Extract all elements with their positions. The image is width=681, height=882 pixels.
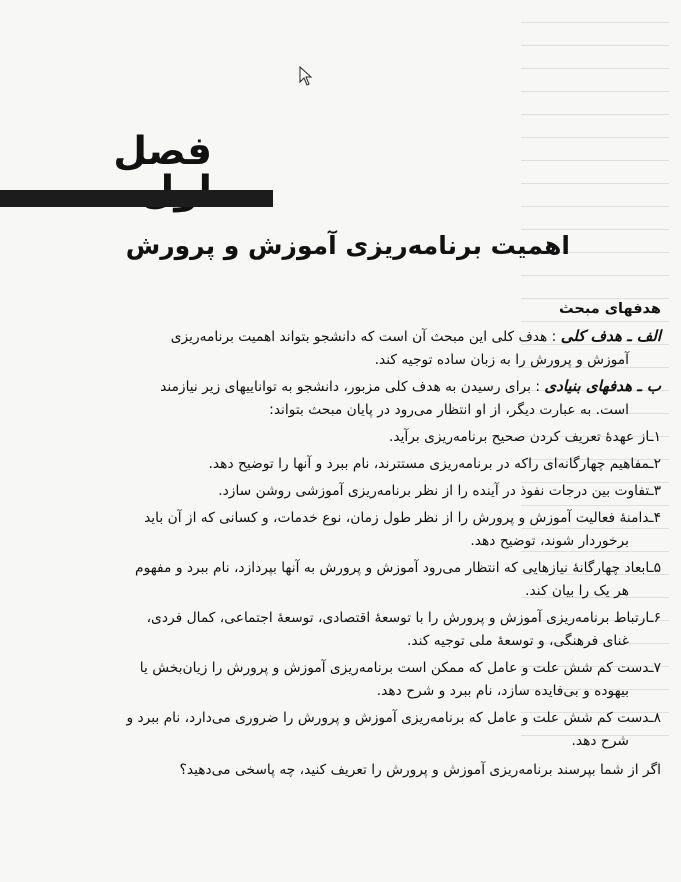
item-number: ۶ـ <box>649 610 661 626</box>
item-text-cont: شرح دهد. <box>571 733 629 749</box>
chapter-title: فصل <box>113 129 212 174</box>
item-number: ۷ـ <box>649 660 661 676</box>
item-text: دست کم شش علت و عامل که برنامه‌ریزی آموزش و پرورش را ضروری می‌دارد، نام ببرد و <box>126 710 650 726</box>
item-text: ارتباط برنامه‌ریزی آموزش و پرورش را با توسعهٔ اقتصادی، توسعهٔ اجتماعی، کمال فردی، <box>146 610 650 626</box>
item-number: ۳ـ <box>649 483 661 499</box>
item-number: ۱ـ <box>649 429 661 445</box>
list-item <box>40 557 661 603</box>
general-goal-label: الف ـ هدف کلی <box>560 327 661 345</box>
list-item <box>40 607 661 653</box>
document-body <box>40 298 661 782</box>
item-text: ابعاد چهارگانهٔ نیازهایی که انتظار می‌رود آموزش و پرورش به آنها بپردازد، نام ببرد و مفهوم <box>135 560 650 576</box>
list-item <box>40 657 661 703</box>
mouse-cursor-icon <box>299 66 313 86</box>
item-number: ۲ـ <box>649 456 661 472</box>
list-item <box>40 480 661 503</box>
general-goal-text: : هدف کلی این مبحث آن است که دانشجو بتواند اهمیت برنامه‌ریزی <box>170 329 557 345</box>
item-number: ۵ـ <box>649 560 661 576</box>
objectives-list <box>40 426 661 753</box>
item-text-cont: برخوردار شوند، توضیح دهد. <box>470 533 629 549</box>
general-goal-paragraph <box>40 325 661 372</box>
item-number: ۴ـ <box>649 510 661 526</box>
basic-goals-text: : برای رسیدن به هدف کلی مزبور، دانشجو به تواناییهای زیر نیازمند <box>160 379 541 395</box>
section-title: هدفهای مبحث <box>559 301 661 317</box>
basic-goals-paragraph <box>40 375 661 422</box>
item-text-cont: غنای فرهنگی، و توسعهٔ ملی توجیه کند. <box>406 633 629 649</box>
item-text: مفاهیم چهارگانه‌ای راکه در برنامه‌ریزی مستترند، نام ببرد و آنها را توضیح دهد. <box>208 456 650 472</box>
general-goal-text-cont: آموزش و پرورش را به زبان ساده توجیه کند. <box>374 352 629 368</box>
item-text-cont: بیهوده و بی‌فایده سازد، نام ببرد و شرح دهد. <box>376 683 629 699</box>
basic-goals-text-cont: است. به عبارت دیگر، از او انتظار می‌رود در پایان مبحث بتواند: <box>269 402 629 418</box>
list-item <box>40 507 661 553</box>
list-item <box>40 707 661 753</box>
list-item <box>40 426 661 449</box>
page-heading: اهمیت برنامه‌ریزی آموزش و پرورش <box>125 231 570 260</box>
item-text-cont: هر یک را بیان کند. <box>525 583 629 599</box>
chapter-title-bar <box>0 190 273 207</box>
item-text: دامنهٔ فعالیت آموزش و پرورش را از نظر طول زمان، نوع خدمات، و کسانی که از آن باید <box>144 510 650 526</box>
item-text: دست کم شش علت و عامل که ممکن است برنامه‌ریزی آموزش و پرورش را زیان‌بخش یا <box>139 660 650 676</box>
item-number: ۸ـ <box>649 710 661 726</box>
basic-goals-label: ب ـ هدفهای بنیادی <box>544 377 661 395</box>
list-item <box>40 453 661 476</box>
item-text: از عهدهٔ تعریف کردن صحیح برنامه‌ریزی برآید. <box>388 429 650 445</box>
final-question: اگر از شما بپرسند برنامه‌ریزی آموزش و پرورش را تعریف کنید، چه پاسخی می‌دهید؟ <box>179 762 661 778</box>
item-text: تفاوت بین درجات نفوذ در آینده را از نظر برنامه‌ریزی آموزشی روشن سازد. <box>218 483 650 499</box>
